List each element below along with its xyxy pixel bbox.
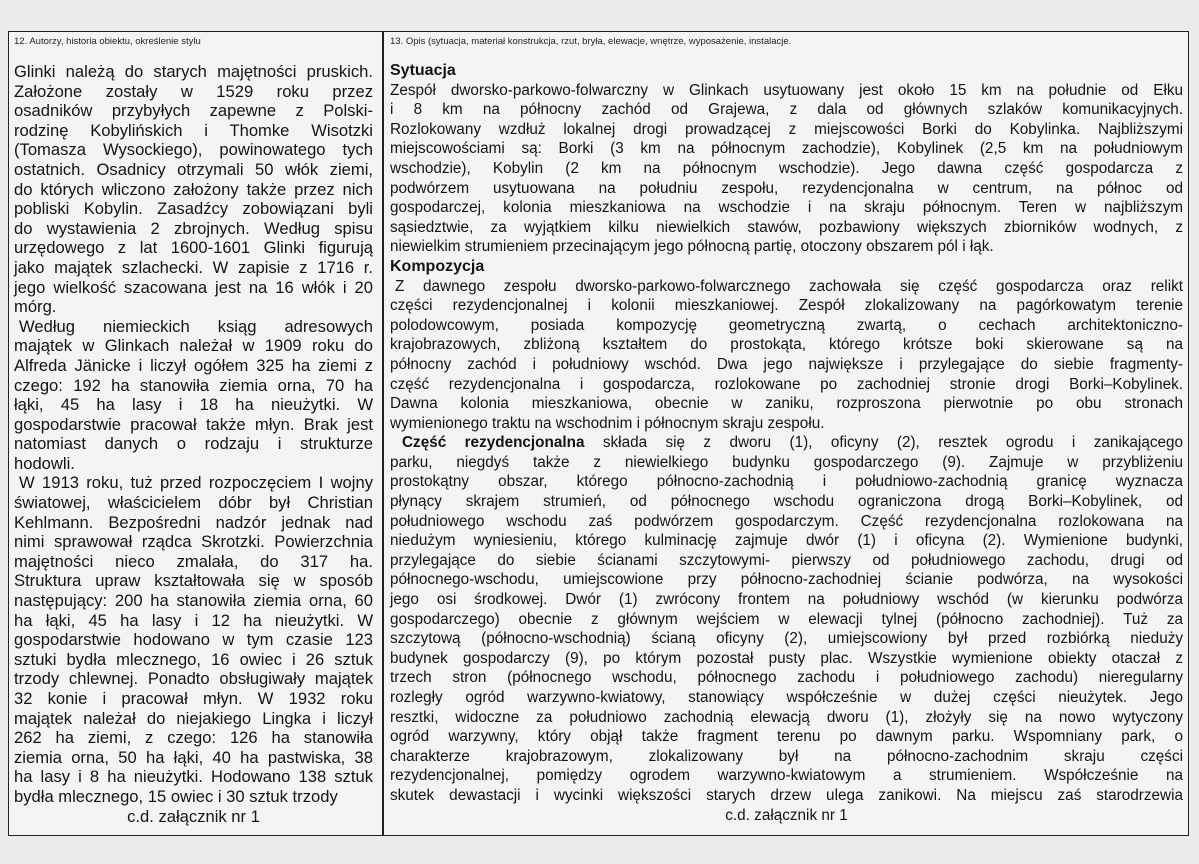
- text-line: Kehlmann. Bezpośredni nadzór jednak nad: [14, 512, 373, 532]
- section-heading: Sytuacja: [390, 62, 456, 79]
- text-line: Z dawnego zespołu dworsko-parkowo-folwarcznego zachowała się część gospodarcza oraz relikt: [395, 277, 1183, 295]
- text-line: hodowli.: [14, 453, 75, 473]
- text-line: ziemia orna, 50 ha łąki, 40 ha pastwiska, 38: [14, 747, 373, 767]
- text-line: wschodzie), Kobylin (2 km na północnym wschodzie). Jego dawna część gospodarcza z: [390, 159, 1183, 177]
- text-line: ha lasy i 8 ha nieużytki. Hodowano 138 sztuk: [14, 767, 373, 787]
- text-line: nimi sprawował rządca Skrotzki. Powierzchnia: [14, 532, 373, 552]
- text-line: gospodarczego) obecnie z głównym wejściem w elewacji tylnej (północno zachodniej). Tuż za: [390, 610, 1183, 628]
- text-line: niedużym wyniesieniu, którego kulminację zajmuje dwór (1) i oficyna (2). Wymienione budynki,: [390, 532, 1183, 550]
- text-line: łąki, 45 ha lasy i 18 ha nieużytki. W: [14, 395, 373, 415]
- text-line: bydła mlecznego, 15 owiec i 30 sztuk trzody: [14, 786, 338, 806]
- text-line: rozległy ogród warzywno-kwiatowy, stanowiący współcześnie w dużej części nieużytek. Jego: [390, 689, 1183, 706]
- section-heading: Kompozycja: [390, 257, 485, 275]
- text-line: część rezydencjonalna i gospodarcza, rozlokowane po zachodniej stronie drogi Borki–Kobylinek.: [390, 375, 1183, 393]
- text-line: gospodarczej, kolonia mieszkaniowa na wschodzie i na skraju północnym. Teren w najbliższym: [390, 199, 1183, 217]
- text-line: Struktura upraw kształtowała się w sposób: [14, 571, 373, 591]
- column-divider: [382, 31, 384, 836]
- text-line: światowej, właścicielem dóbr był Christian: [14, 493, 373, 513]
- text-line: ha łąki, 45 ha lasy i 12 ha nieużytki. W: [14, 610, 373, 630]
- text-line: budynek gospodarczy (9), po którym pozostał pusty plac. Wszystkie wymienione obiekty otaczał z: [390, 649, 1183, 667]
- text-line: Rozlokowany wzdłuż lokalnej drogi prowadzącej z miejscowości Borki do Kobylinka. Najbliższymi: [390, 120, 1183, 138]
- section-12-header: 12. Autorzy, historia obiektu, określenie stylu: [14, 36, 201, 47]
- text-line: ostatnich. Osadnicy otrzymali 50 włók ziemi,: [14, 159, 373, 179]
- text-line: i 8 km na północny zachód od Grajewa, z dala od głównych szlaków komunikacyjnych.: [390, 101, 1183, 119]
- text-line: sąsiedztwie, za wyjątkiem kilku niewielkich stawów, pozbawiony większych zbiorników wodnych, z: [390, 218, 1183, 236]
- text-line: majątek należał do niejakiego Lingka i liczył: [14, 708, 373, 728]
- section-13-header: 13. Opis (sytuacja, materiał konstrukcja, rzut, bryła, elewacje, wnętrze, wyposażenie, instalacje.: [390, 36, 792, 47]
- text-line: skutek dewastacji i wycinki większości starych drzew ulega zanikowi. Na miejscu zaś starodrzewia: [390, 786, 1183, 804]
- description-column: [390, 61, 1183, 825]
- text-line: [390, 433, 1183, 453]
- text-line: Według niemieckich ksiąg adresowych: [19, 316, 373, 336]
- text-line: charakterze krajobrazowym, zlokalizowany był na północno-zachodnim skraju części: [390, 747, 1183, 765]
- text-line: czego: 192 ha stanowiła ziemia orna, 70 ha: [14, 375, 373, 395]
- text-line: północny zachód i południowy wschód. Dwa jego największe i przylegające do siebie fragmenty-: [390, 355, 1183, 373]
- text-line: miejscowościami są: Borki (3 km na północnym zachodzie), Kobylinek (2,5 km na południowym: [390, 140, 1183, 158]
- bold-lead: Część rezydencjonalna: [402, 434, 585, 452]
- text-line: osadników przybyłych zapewne z Polski-: [14, 101, 373, 121]
- text-line: urzędowego z lat 1600-1601 Glinki figurują: [14, 238, 373, 258]
- line-text: składa się z dworu (1), oficyny (2), resztek ogrodu i zanikającego: [584, 434, 1183, 452]
- history-column: [14, 62, 373, 826]
- text-line: 32 konie i pracował młyn. W 1932 roku: [14, 689, 373, 708]
- text-line: do wystawienia 2 zbrojnych. Według spisu: [14, 218, 373, 238]
- text-line: polodowcowym, posiada kompozycję geometryczną zwartą, o cechach architektoniczno-: [390, 316, 1183, 334]
- text-line: jego wielkość szacowana jest na 16 włók i 20: [14, 277, 373, 297]
- text-line: natomiast danych o rodzaju i strukturze: [14, 434, 373, 454]
- text-line: płynący skrajem strumień, od północnego wschodu ograniczona drogą Borki–Kobylinek, od: [390, 493, 1183, 511]
- text-line: majątek w Glinkach należał w 1909 roku do: [14, 336, 373, 356]
- text-line: (Tomasza Wysockiego), powinowatego tych: [14, 140, 373, 160]
- text-line: trzody chlewnej. Ponadto obsługiwały majątek: [14, 669, 373, 689]
- text-line: parku, niegdyś także z niewielkiego budynku gospodarczego (9). Zajmuje w przybliżeniu: [390, 453, 1183, 471]
- text-line: jako majątek szlachecki. W zapisie z 1716 r.: [14, 257, 373, 277]
- text-line: resztki, widoczne za południowo zachodnią elewacją dworu (1), złożyły się na nowo wytyczony: [390, 708, 1183, 726]
- text-line: gospodarstwie hodowano w tym czasie 123: [14, 630, 373, 650]
- text-line: pobliski Kobylin. Zasadźcy zobowiązani byli: [14, 199, 373, 219]
- text-line: części rezydencjonalnej i kolonii mieszkaniowej. Zespół zlokalizowany na pagórkowatym terenie: [390, 297, 1183, 315]
- text-line: mórg.: [14, 297, 57, 317]
- text-line: jego osi środkowej. Dwór (1) zwrócony frontem na południowy wschód (w kierunku podwórza: [390, 591, 1183, 609]
- text-line: Dawna kolonia mieszkaniowa, obecnie w zaniku, rozproszona pierwotnie po obu stronach: [390, 395, 1183, 413]
- text-line: szczytową (północno-wschodnią) ścianą oficyny (2), umiejscowiony był przed rozbiórką nieduży: [390, 630, 1183, 648]
- text-line: rodzinę Kobylińskich i Thomke Wisotzki: [14, 120, 373, 140]
- text-line: rezydencjonalnej, pomiędzy ogrodem warzywno-kwiatowym a strumieniem. Współcześnie na: [390, 767, 1183, 785]
- text-line: wymienionego traktu na wschodnim i północnym skraju zespołu.: [390, 414, 825, 432]
- text-line: północnego-wschodu, umiejscowione przy północno-zachodniej ścianie podwórza, na wysokości: [390, 571, 1183, 589]
- text-line: Glinki należą do starych majętności pruskich.: [14, 62, 373, 81]
- text-line: niewielkim strumieniem przecinającym jego północną partię, otoczony obszarem pól i łąk.: [390, 238, 994, 256]
- text-line: Założone zostały w 1529 roku przez: [14, 81, 373, 101]
- text-line: 262 ha ziemi, z czego: 126 ha stanowiła: [14, 728, 373, 748]
- text-line: do których wliczono założony także przez nich: [14, 179, 373, 199]
- text-line: sztuki bydła mlecznego, 16 owiec i 26 sztuk: [14, 649, 373, 669]
- text-line: trzech stron (północnego wschodu, północnego zachodu i południowego zachodu) nieregularny: [390, 669, 1183, 687]
- text-line: Zespół dworsko-parkowo-folwarczny w Glinkach usytuowany jest około 15 km na południe od Ełku: [390, 81, 1183, 99]
- text-line: południowego wschodu zaś podwórzem gospodarczym. Część rezydencjonalna rozlokowana na: [390, 512, 1183, 530]
- text-line: krajobrazowych, zbliżoną kształtem do prostokąta, którego krótsze boki skierowane są na: [390, 336, 1183, 354]
- text-line: majętności nieco zmalała, do 317 ha.: [14, 551, 373, 571]
- text-line: gospodarstwie pracował także młyn. Brak jest: [14, 414, 373, 434]
- continuation-note: c.d. załącznik nr 1: [127, 806, 260, 826]
- text-line: W 1913 roku, tuż przed rozpoczęciem I wojny: [19, 473, 373, 493]
- text-line: przylegające do siebie ścianami szczytowymi- pierwszy od południowego zachodu, drugi od: [390, 551, 1183, 569]
- text-line: podwórzem usytuowana na południu zespołu, rezydencjonalna w centrum, na północ od: [390, 179, 1183, 197]
- text-line: Alfreda Jänicke i liczył ogółem 325 ha ziemi z: [14, 355, 373, 375]
- continuation-note: c.d. załącznik nr 1: [725, 806, 848, 824]
- text-line: ogród warzywny, który objął także fragment terenu po dawnym parku. Wspomniany park, o: [390, 728, 1183, 746]
- text-line: następujący: 200 ha stanowiła ziemia orna, 60: [14, 591, 373, 611]
- text-line: prostokątny obszar, którego północno-zachodnią i południowo-zachodnią granicę wyznacza: [390, 473, 1183, 491]
